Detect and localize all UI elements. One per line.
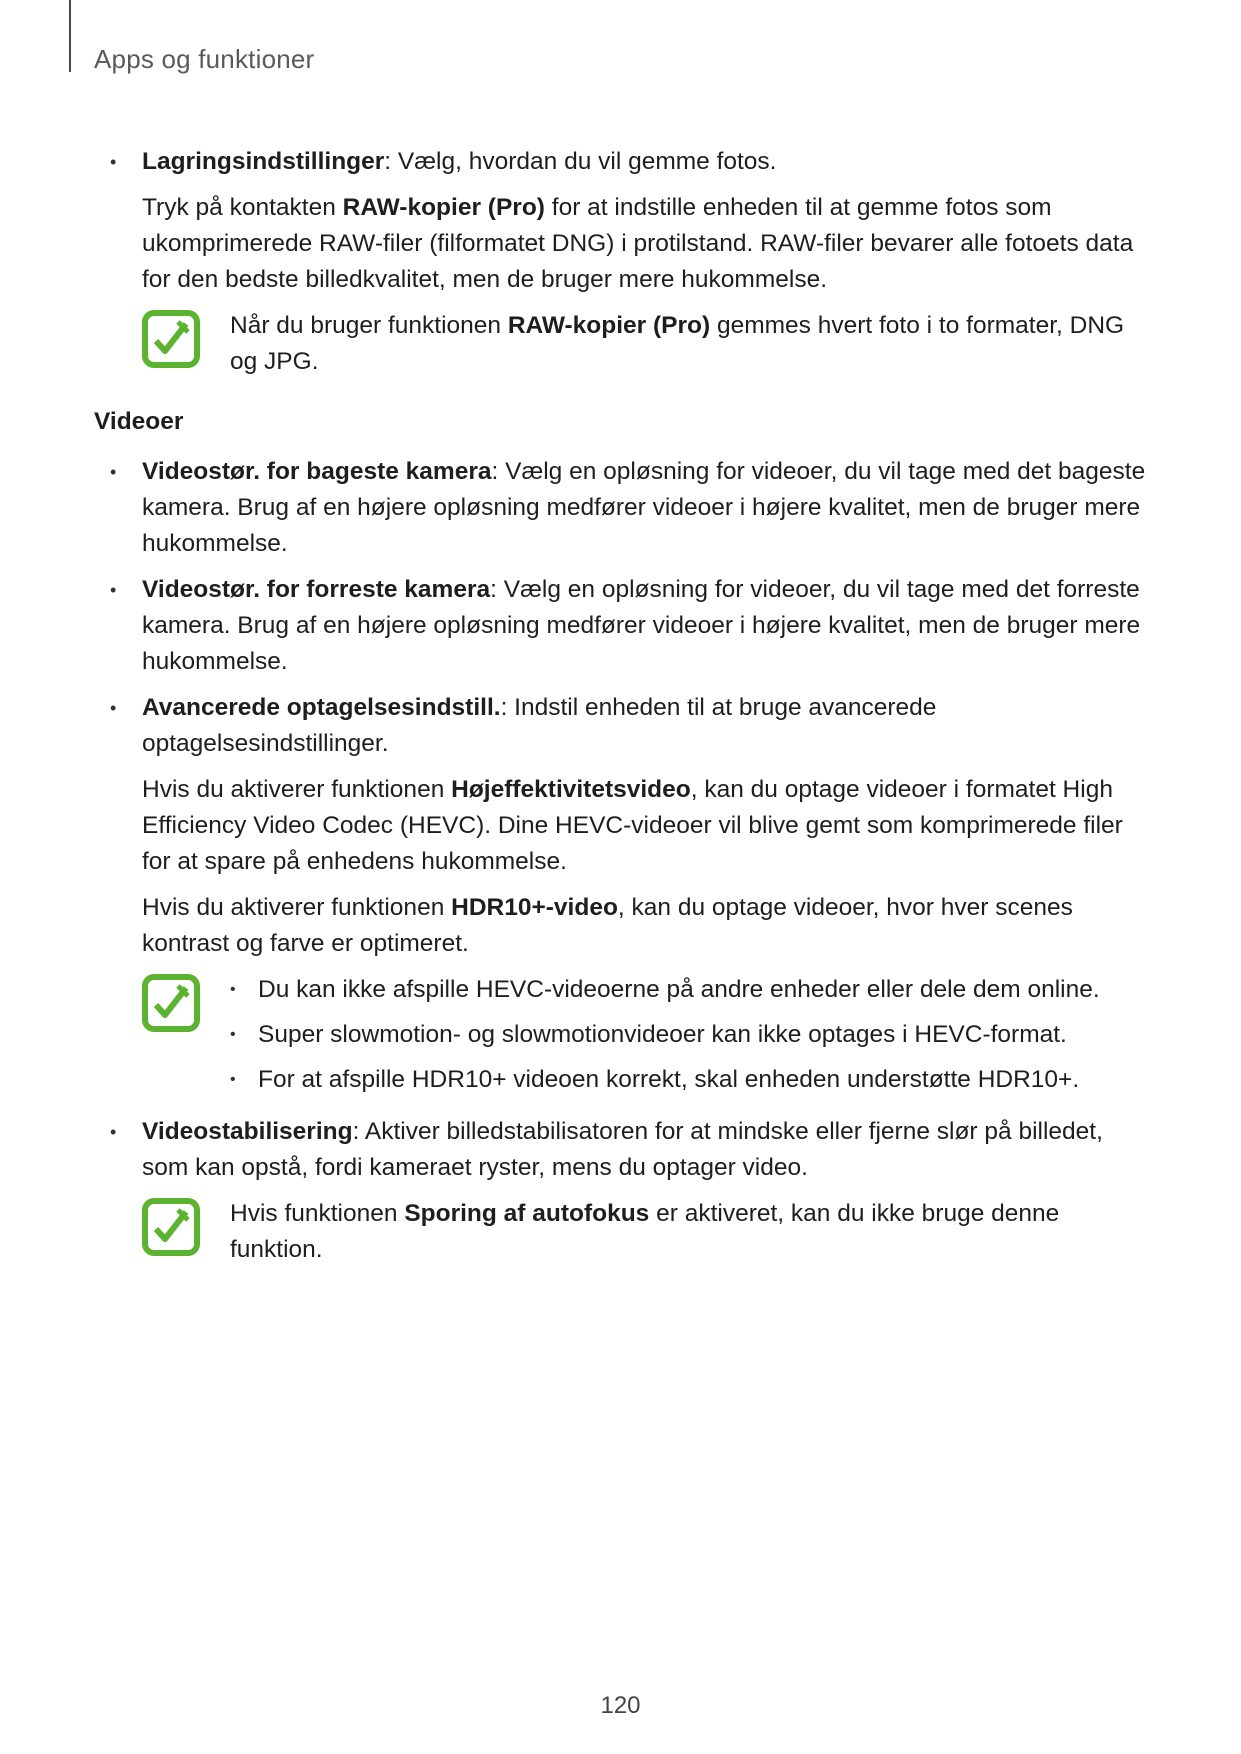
bullet-bageste-kamera: [94, 454, 1154, 562]
desc-videostabilisering: : Aktiver billedstabilisatoren for at mindske eller fjerne slør på billedet, som kan opstå, fordi kameraet ryster, mens du optager video.: [142, 1118, 1103, 1181]
term-hdr10-video: HDR10+-video: [451, 894, 618, 921]
note-icon: [142, 974, 200, 1032]
paragraph-hdr10: [94, 890, 1154, 962]
note-raw-kopier: [94, 308, 1154, 380]
header-rule: [69, 0, 71, 72]
page-content: [94, 144, 1154, 1268]
term-bageste-kamera: Videostør. for bageste kamera: [142, 458, 492, 485]
term-hojeffektivitetsvideo: Højeffektivitetsvideo: [451, 776, 691, 803]
note-list-item: • Super slowmotion- og slowmotionvideoer kan ikke optages i HEVC-format.: [230, 1017, 1154, 1053]
text-segment: for at indstille enheden til at gemme fotos som ukomprimerede RAW-filer (filformatet DNG) i protilstand. RAW-filer bevarer alle fotoets data for den bedste billedkvalitet, men de bruger mere hukommelse.: [142, 194, 1134, 293]
term-raw-kopier: RAW-kopier (Pro): [342, 194, 545, 221]
note-autofokus: [94, 1196, 1154, 1268]
bullet-lagringsindstillinger: [94, 144, 1154, 180]
note-list-item: • Du kan ikke afspille HEVC-videoerne på andre enheder eller dele dem online.: [230, 972, 1154, 1008]
term-videostabilisering: Videostabilisering: [142, 1118, 353, 1145]
note-list-item: • For at afspille HDR10+ videoen korrekt, skal enheden understøtte HDR10+.: [230, 1062, 1154, 1098]
note-text: [230, 308, 1154, 380]
term-sporing-af-autofokus: Sporing af autofokus: [404, 1200, 650, 1227]
desc-forreste-kamera: : Vælg en opløsning for videoer, du vil tage med det forreste kamera. Brug af en højere opløsning medfører videoer i højere kvalitet, men de bruger mere hukommelse.: [142, 576, 1141, 675]
desc-avancerede: : Indstil enheden til at bruge avancerede optagelsesindstillinger.: [142, 694, 937, 757]
text-segment: Hvis du aktiverer funktionen: [142, 776, 452, 803]
bullet-forreste-kamera: [94, 572, 1154, 680]
note-hevc: [94, 972, 1154, 1098]
term-raw-kopier-note: RAW-kopier (Pro): [507, 312, 711, 339]
text-segment: , kan du optage videoer, hvor hver scenes kontrast og farve er optimeret.: [142, 894, 1073, 957]
desc-lagringsindstillinger: : Vælg, hvordan du vil gemme fotos.: [384, 148, 777, 175]
text-segment: gemmes hvert foto i to formater, DNG og JPG.: [230, 312, 1125, 375]
text-segment: Tryk på kontakten: [142, 194, 343, 221]
term-lagringsindstillinger: Lagringsindstillinger: [142, 148, 385, 175]
note-list: [230, 972, 1154, 1098]
paragraph-hevc: [94, 772, 1154, 880]
note-icon: [142, 1198, 200, 1256]
text-segment: Hvis du aktiverer funktionen: [142, 894, 452, 921]
page-number: 120: [600, 1692, 641, 1719]
term-avancerede: Avancerede optagelsesindstill.: [142, 694, 501, 721]
term-forreste-kamera: Videostør. for forreste kamera: [142, 576, 491, 603]
bullet-avancerede: [94, 690, 1154, 762]
bullet-videostabilisering: [94, 1114, 1154, 1186]
page-header-title: Apps og funktioner: [94, 44, 315, 74]
section-heading-videoer: Videoer: [94, 408, 184, 435]
text-segment: , kan du optage videoer i formatet High Efficiency Video Codec (HEVC). Dine HEVC-videoer vil blive gemt som komprimerede filer for at spare på enhedens hukommelse.: [142, 776, 1123, 875]
desc-bageste-kamera: : Vælg en opløsning for videoer, du vil tage med det bageste kamera. Brug af en højere opløsning medfører videoer i højere kvalitet, men de bruger mere hukommelse.: [142, 458, 1146, 557]
text-segment: Hvis funktionen: [230, 1200, 405, 1227]
text-segment: er aktiveret, kan du ikke bruge denne funktion.: [230, 1200, 1060, 1263]
note-text: [230, 1196, 1154, 1268]
text-segment: Når du bruger funktionen: [230, 312, 508, 339]
paragraph-raw-kopier: [94, 190, 1154, 298]
note-icon: [142, 310, 200, 368]
